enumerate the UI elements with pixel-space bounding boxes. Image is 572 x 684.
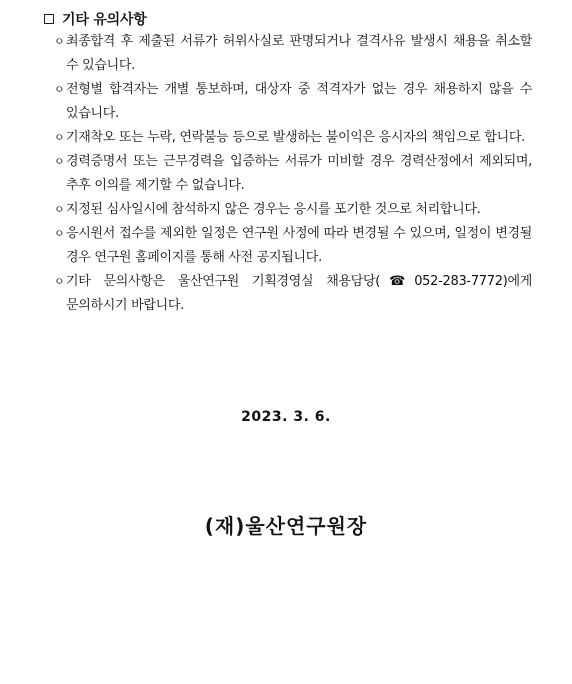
list-item [54, 150, 532, 198]
note-text: 응시원서 접수를 제외한 일정은 연구원 사정에 따라 변경될 수 있으며, 일정이 변경될 경우 연구원 홈페이지를 통해 사전 공지됩니다. [66, 226, 532, 265]
note-text: 경력증명서 또는 근무경력을 입증하는 서류가 미비할 경우 경력산정에서 제외되며, 추후 이의를 제기할 수 없습니다. [66, 154, 532, 193]
list-item [54, 222, 532, 270]
list-item [54, 78, 532, 126]
list-item [54, 126, 532, 150]
note-text: 최종합격 후 제출된 서류가 허위사실로 판명되거나 결격사유 발생시 채용을 취소할 수 있습니다. [66, 34, 532, 73]
announcement-date: 2023. 3. 6. [241, 409, 331, 425]
bullet-icon: ㅇ [54, 155, 65, 168]
bullet-icon: ㅇ [54, 131, 65, 144]
bullet-icon: ㅇ [54, 83, 65, 96]
list-item [54, 198, 532, 222]
section-title: 기타 유의사항 [62, 12, 147, 28]
list-item [54, 30, 532, 78]
note-text: 기타 문의사항은 울산연구원 기획경영실 채용담당(☎052-283-7772)에게 문의하시기 바랍니다. [66, 274, 532, 313]
section-header [44, 9, 147, 29]
note-text: 기재착오 또는 누락, 연락불능 등으로 발생하는 불이익은 응시자의 책임으로 합니다. [66, 130, 525, 145]
note-text: 지정된 심사일시에 참석하지 않은 경우는 응시를 포기한 것으로 처리합니다. [66, 202, 481, 217]
empty-square-icon [44, 14, 54, 24]
bullet-icon: ㅇ [54, 203, 65, 216]
bullet-icon: ㅇ [54, 35, 65, 48]
notice-list [54, 30, 532, 318]
list-item [54, 270, 532, 318]
note-text: 전형별 합격자는 개별 통보하며, 대상자 중 적격자가 없는 경우 채용하지 않을 수 있습니다. [66, 82, 532, 121]
bullet-icon: ㅇ [54, 275, 65, 288]
issuer-signature: (재)울산연구원장 [204, 514, 368, 538]
bullet-icon: ㅇ [54, 227, 65, 240]
